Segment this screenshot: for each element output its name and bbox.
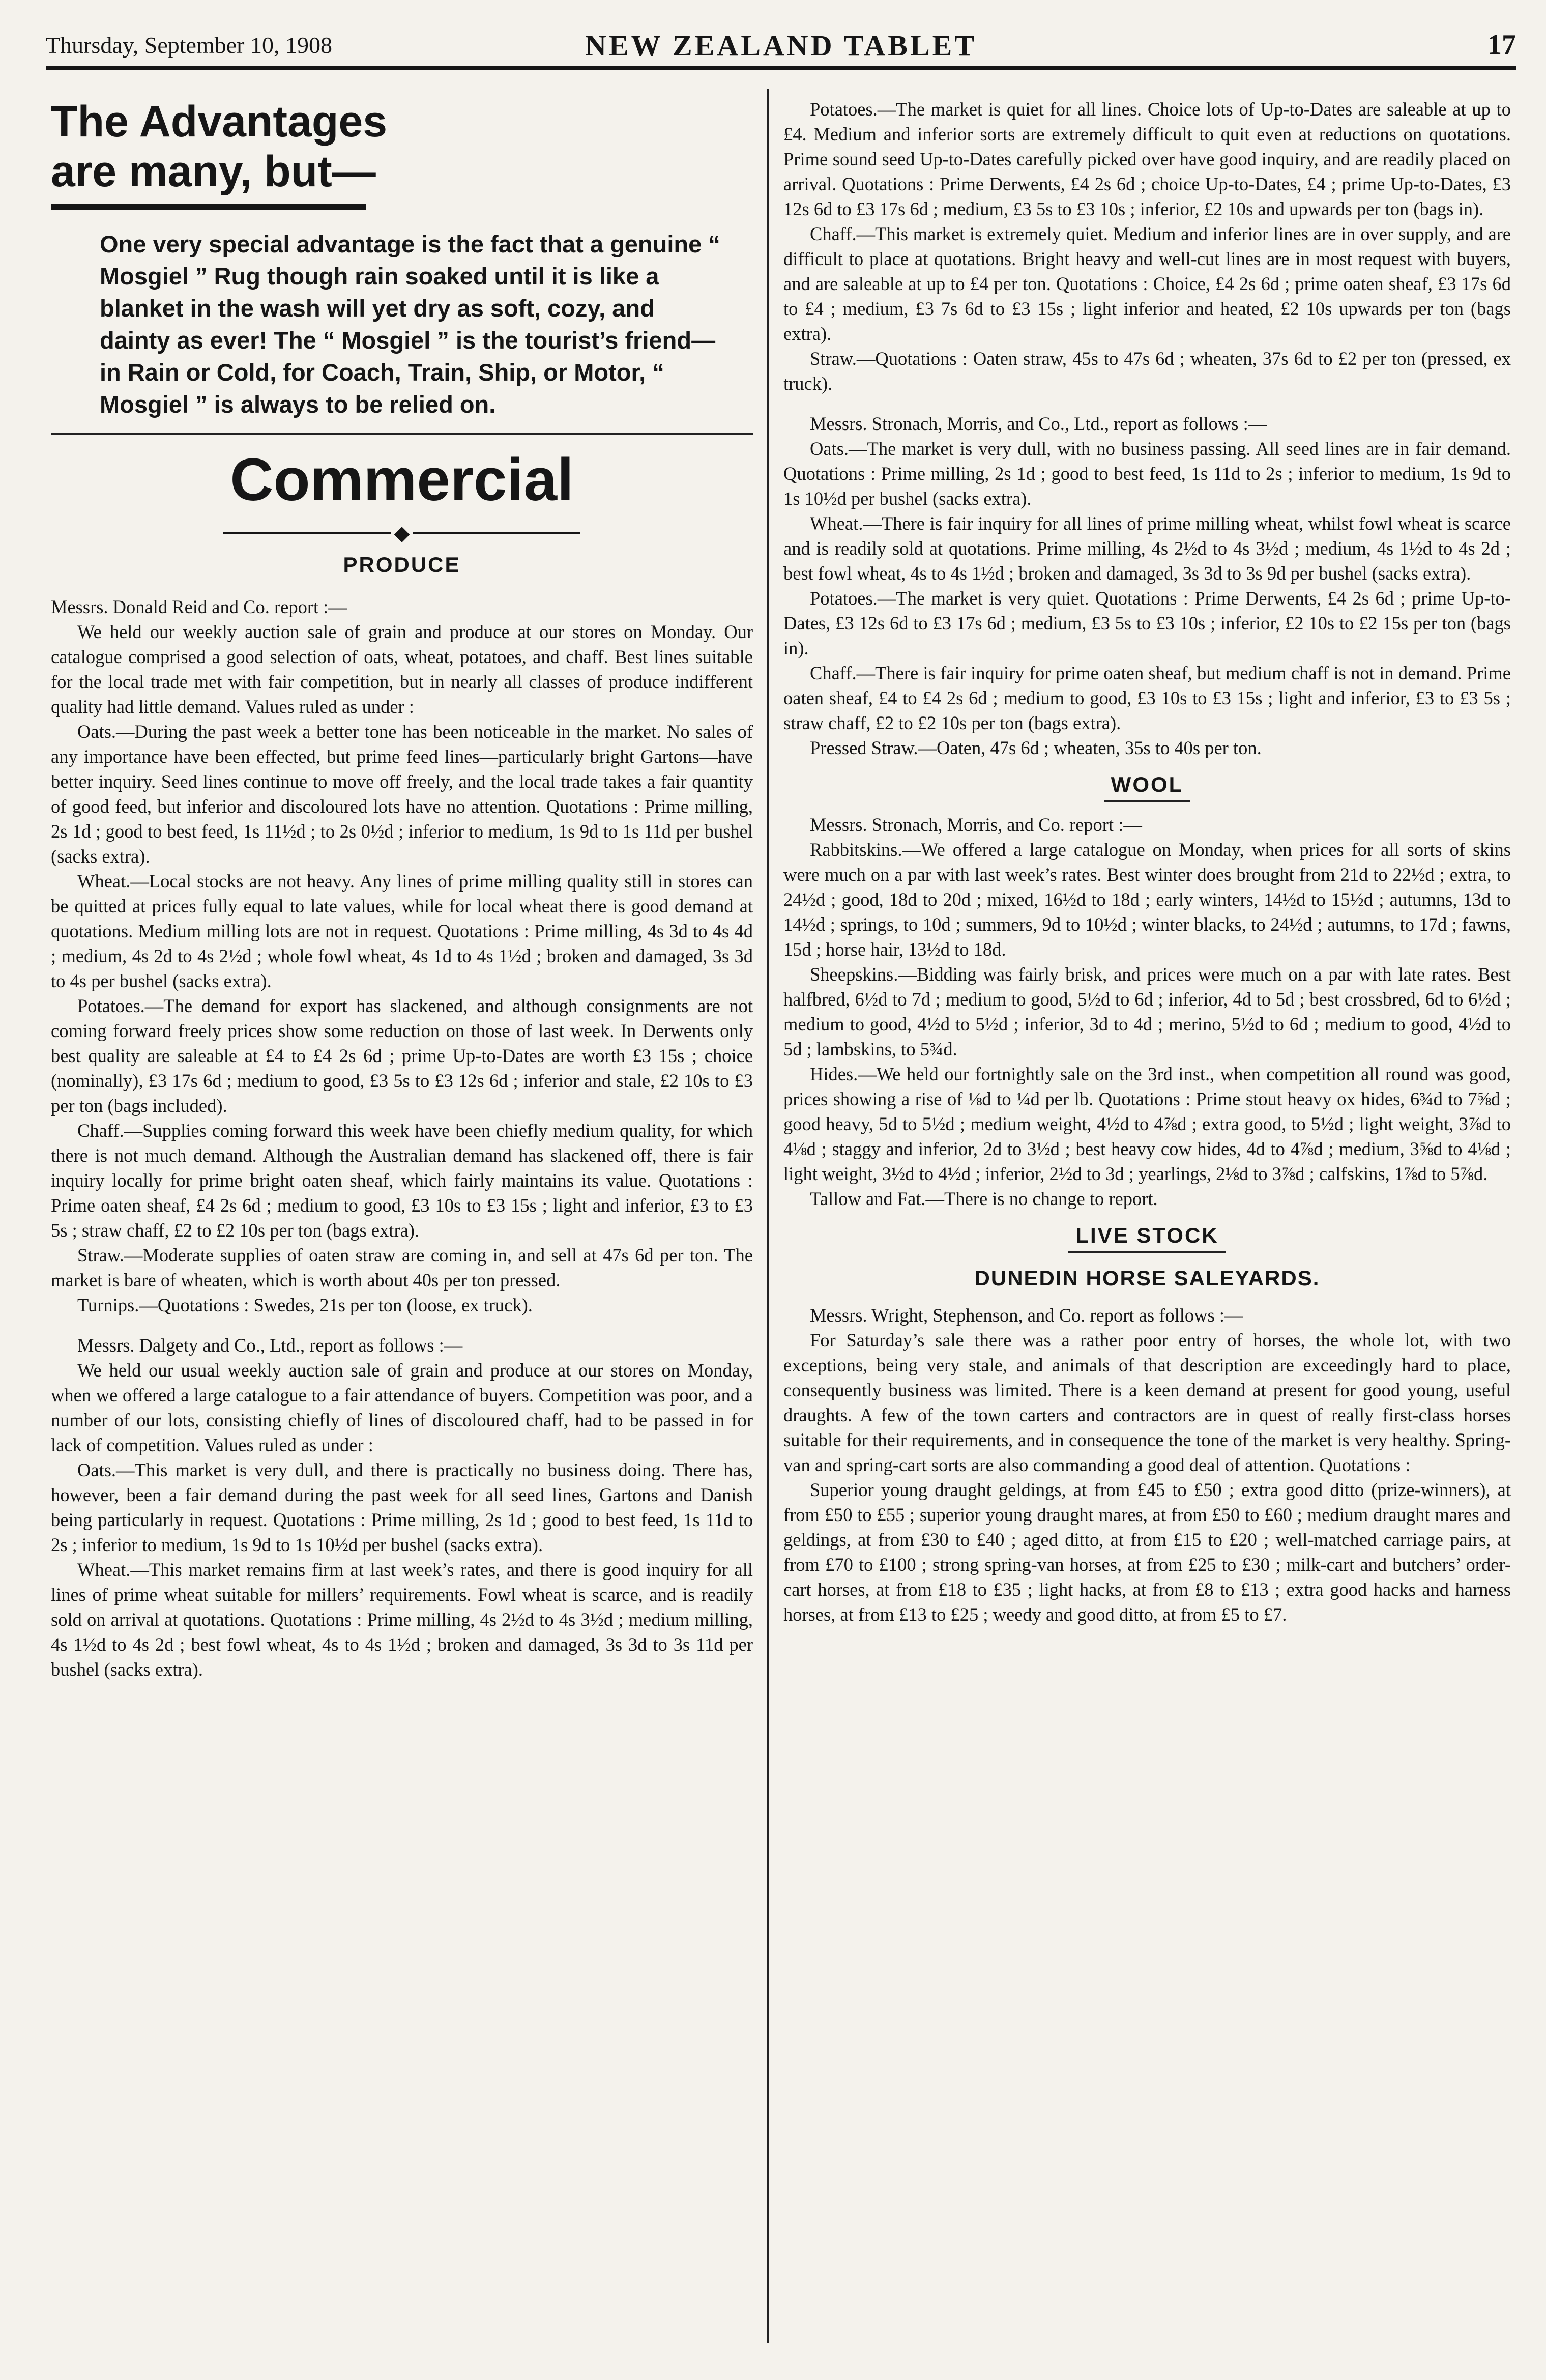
reid-paragraph: We held our weekly auction sale of grain and produce at our stores on Monday. Our catalogue comprised a good selection of oats, wheat, potatoes, and chaff. Best lines suitable for the local trade met with fair competition, but in nearly all classes of produce indifferent quality had little demand. Values ruled as under : bbox=[51, 621, 753, 717]
masthead bbox=[46, 26, 1516, 70]
dalgety-paragraph: Chaff.—This market is extremely quiet. Medium and inferior lines are in over supply, and are difficult to place at quotations. Bright heavy and well-cut lines are in most request with buyers, and are saleable at up to £4 per ton. Quotations : Choice, £4 2s 6d ; prime oaten sheaf, £3 17s 6d to £4 ; medium, £3 7s 6d to £3 15s ; light inferior and heated, £2 10s upwards per ton (bags extra). bbox=[783, 223, 1511, 344]
ornament-rule bbox=[51, 521, 753, 543]
advert-divider bbox=[51, 433, 753, 435]
livestock-heading: LIVE STOCK bbox=[1068, 1220, 1226, 1253]
wool-paragraph: Tallow and Fat.—There is no change to report. bbox=[810, 1188, 1158, 1209]
issue-date: Thursday, September 10, 1908 bbox=[46, 32, 332, 58]
dalgety-paragraph: We held our usual weekly auction sale of grain and produce at our stores on Monday, when we offered a large catalogue to a fair attendance of buyers. Competition was poor, and a number of our lots, consisting chiefly of lines of discoloured chaff, had to be passed in for lack of competition. Values ruled as under : bbox=[51, 1359, 753, 1455]
page-number: 17 bbox=[1487, 29, 1516, 61]
stronach-paragraph: Potatoes.—The market is very quiet. Quotations : Prime Derwents, £4 2s 6d ; prime Up-to-Dates, £3 12s 6d to £3 17s 6d ; medium, £3 5s to £3 10s ; inferior, £2 10s to £2 15s per ton (bags in). bbox=[783, 588, 1511, 658]
newspaper-title: NEW ZEALAND TABLET bbox=[585, 29, 977, 62]
reid-paragraph: Straw.—Moderate supplies of oaten straw are coming in, and sell at 47s 6d per ton. The market is bare of wheaten, which is worth about 40s per ton pressed. bbox=[51, 1244, 753, 1291]
stronach-intro: Messrs. Stronach, Morris, and Co., Ltd., report as follows :— bbox=[810, 413, 1267, 434]
advert-title: The Advantages are many, but— bbox=[51, 97, 388, 196]
wool-paragraph: Sheepskins.—Bidding was fairly brisk, and prices were much on a par with late rates. Best halfbred, 6½d to 7d ; medium to good, 5½d to 6d ; inferior, 4d to 5d ; best crossbred, 6d to 6½d ; medium to good, 4½d to 5½d ; inferior, 3d to 4d ; merino, 5½d to 6d ; medium to good, 4½d to 5d ; lambskins, to 5¾d. bbox=[783, 964, 1511, 1059]
dalgety-paragraph: Straw.—Quotations : Oaten straw, 45s to 47s 6d ; wheaten, 37s 6d to £2 per ton (pressed, ex truck). bbox=[783, 348, 1511, 394]
reid-intro: Messrs. Donald Reid and Co. report :— bbox=[51, 596, 347, 617]
reid-paragraph: Wheat.—Local stocks are not heavy. Any lines of prime milling quality still in stores can be quitted at prices fully equal to late values, while for local wheat there is good demand at quotations. Medium milling lots are not in request. Quotations : Prime milling, 4s 3d to 4s 4d ; medium, 4s 2d to 4s 2½d ; whole fowl wheat, 4s 1d to 4s 1½d ; broken and damaged, 3s 3d to 4s per bushel (sacks extra). bbox=[51, 870, 753, 991]
horse-saleyards-heading: DUNEDIN HORSE SALEYARDS. bbox=[974, 1266, 1320, 1290]
advert-bar bbox=[51, 204, 366, 210]
dalgety-paragraph: Potatoes.—The market is quiet for all lines. Choice lots of Up-to-Dates are saleable at up to £4. Medium and inferior sorts are extremely difficult to quit even at reductions on quotations. Prime sound seed Up-to-Dates carefully picked over have good inquiry, and are readily placed on arrival. Quotations : Prime Derwents, £4 2s 6d ; choice Up-to-Dates, £4 ; prime Up-to-Dates, £3 12s 6d to £3 17s 6d ; medium, £3 5s to £3 10s ; inferior, £2 10s and upwards per ton (bags in). bbox=[783, 99, 1511, 219]
stronach-paragraph: Chaff.—There is fair inquiry for prime oaten sheaf, but medium chaff is not in demand. Prime oaten sheaf, £4 to £4 2s 6d ; medium to good, £3 10s to £3 15s ; light and inferior, £3 to £3 5s ; straw chaff, £2 to £2 10s per ton (bags extra). bbox=[783, 663, 1511, 733]
reid-paragraph: Chaff.—Supplies coming forward this week have been chiefly medium quality, for which there is not much demand. Although the Australian demand has slackened off, there is fair inquiry locally for prime bright oaten sheaf, which fairly maintains its value. Quotations : Prime oaten sheaf, £4 2s 6d ; medium to good, £3 10s to £3 15s ; light and inferior, £3 to £3 5s ; straw chaff, £2 to £2 10s per ton (bags extra). bbox=[51, 1120, 753, 1241]
wool-paragraph: Hides.—We held our fortnightly sale on the 3rd inst., when competition all round was good, prices showing a rise of ⅛d to ¼d per lb. Quotations : Prime stout heavy ox hides, 6¾d to 7⅝d ; good heavy, 5d to 5½d ; medium weight, 4½d to 4⅞d ; extra good, to 5½d ; light weight, 3⅞d to 4⅛d ; staggy and inferior, 2d to 3½d ; best heavy cow hides, 4d to 4⅞d ; medium, 3⅝d to 4⅛d ; light weight, 3½d to 4½d ; inferior, 2½d to 3d ; yearlings, 2⅛d to 3⅞d ; calfskins, 1⅞d to 5⅞d. bbox=[783, 1064, 1511, 1184]
stronach-paragraph: Pressed Straw.—Oaten, 47s 6d ; wheaten, 35s to 40s per ton. bbox=[810, 737, 1262, 758]
right-column bbox=[783, 97, 1511, 1627]
advert-body: One very special advantage is the fact that a genuine “ Mosgiel ” Rug though rain soaked until it is like a blanket in the wash will yet dry as soft, cozy, and dainty as ever! The “ Mosgiel ” is the tourist’s friend—in Rain or Cold, for Coach, Train, Ship, or Motor, “ Mosgiel ” is always to be relied on. bbox=[100, 231, 720, 418]
livestock-intro: Messrs. Wright, Stephenson, and Co. report as follows :— bbox=[810, 1305, 1243, 1326]
dalgety-paragraph: Oats.—This market is very dull, and there is practically no business doing. There has, however, been a fair demand during the past week for all seed lines, Gartons and Danish being particularly in request. Quotations : Prime milling, 2s 1d ; good to best feed, 1s 11d to 2s ; inferior to medium, 1s 9d to 1s 10½d per bushel (sacks extra). bbox=[51, 1459, 753, 1555]
dalgety-intro: Messrs. Dalgety and Co., Ltd., report as follows :— bbox=[77, 1334, 463, 1356]
left-column bbox=[51, 97, 753, 1682]
reid-paragraph: Oats.—During the past week a better tone has been noticeable in the market. No sales of any importance have been effected, but prime feed lines—particularly bright Gartons—have better inquiry. Seed lines continue to move off freely, and the local trade takes a fair quantity of good feed, but inferior and discoloured lots have no attention. Quotations : Prime milling, 2s 1d ; good to best feed, 1s 11½d ; to 2s 0½d ; inferior to medium, 1s 9d to 1s 11d per bushel (sacks extra). bbox=[51, 721, 753, 867]
diamond-ornament-icon: ◆ bbox=[394, 521, 410, 544]
reid-paragraph: Turnips.—Quotations : Swedes, 21s per ton (loose, ex truck). bbox=[77, 1294, 533, 1315]
dalgety-paragraph: Wheat.—This market remains firm at last week’s rates, and there is good inquiry for all lines of prime wheat suitable for millers’ requirements. Fowl wheat is scarce, and is readily sold on arrival at quotations. Quotations : Prime milling, 4s 2½d to 4s 3½d ; medium milling, 4s 1½d to 4s 2d ; best fowl wheat, 4s to 4s 1½d ; broken and damaged, 3s 3d to 3s 11d per bushel (sacks extra). bbox=[51, 1559, 753, 1680]
reid-paragraph: Potatoes.—The demand for export has slackened, and although consignments are not coming forward freely prices show some reduction on those of last week. In Derwents only best quality are saleable at £4 to £4 2s 6d ; prime Up-to-Dates are worth £3 15s ; choice (nominally), £3 17s 6d ; medium to good, £3 5s to £3 12s 6d ; inferior and stale, £2 10s to £3 per ton (bags included). bbox=[51, 995, 753, 1116]
wool-intro: Messrs. Stronach, Morris, and Co. report :— bbox=[810, 814, 1142, 835]
wool-paragraph: Rabbitskins.—We offered a large catalogue on Monday, when prices for all sorts of skins were much on a par with last week’s rates. Best winter does brought from 21d to 22½d ; extra, to 24½d ; good, 18d to 20d ; mixed, 16½d to 18d ; early winters, 14½d to 15½d ; autumns, 13d to 14½d ; springs, to 10d ; summers, 9d to 10½d ; winter blacks, to 24½d ; autumns, to 17d ; fawns, 15d ; horse hair, 13½d to 18d. bbox=[783, 839, 1511, 960]
commercial-title: Commercial bbox=[230, 446, 574, 513]
produce-heading: PRODUCE bbox=[343, 552, 461, 577]
column-divider bbox=[767, 89, 769, 2343]
stronach-paragraph: Oats.—The market is very dull, with no business passing. All seed lines are in fair demand. Quotations : Prime milling, 2s 1d ; good to best feed, 1s 11d to 2s ; inferior to medium, 1s 9d to 1s 10½d per bushel (sacks extra). bbox=[783, 438, 1511, 509]
livestock-paragraph: For Saturday’s sale there was a rather poor entry of horses, the whole lot, with two exceptions, being very stale, and animals of that description are exceedingly hard to place, consequently business was limited. There is a keen demand at present for good young, useful draughts. A few of the town carters and contractors are in quest of really first-class horses suitable for their requirements, and in consequence the tone of the market is very healthy. Spring-van and spring-cart sorts are also commanding a good deal of attention. Quotations : bbox=[783, 1330, 1511, 1475]
stronach-paragraph: Wheat.—There is fair inquiry for all lines of prime milling wheat, whilst fowl wheat is scarce and is readily sold at quotations. Prime milling, 4s 2½d to 4s 3½d ; medium, 4s 1½d to 4s 2d ; best fowl wheat, 4s to 4s 1½d ; broken and damaged, 3s 3d to 3s 9d per bushel (sacks extra). bbox=[783, 513, 1511, 584]
wool-heading: WOOL bbox=[1104, 769, 1191, 802]
livestock-paragraph: Superior young draught geldings, at from £45 to £50 ; extra good ditto (prize-winners), at from £50 to £55 ; superior young draught mares, at from £50 to £60 ; medium draught mares and geldings, at from £30 to £40 ; aged ditto, at from £15 to £20 ; well-matched carriage pairs, at from £70 to £100 ; strong spring-van horses, at from £25 to £30 ; milk-cart and butchers’ order-cart horses, at from £18 to £35 ; light hacks, at from £8 to £13 ; extra good hacks and harness horses, at from £13 to £25 ; weedy and good ditto, at from £5 to £7. bbox=[783, 1479, 1511, 1625]
